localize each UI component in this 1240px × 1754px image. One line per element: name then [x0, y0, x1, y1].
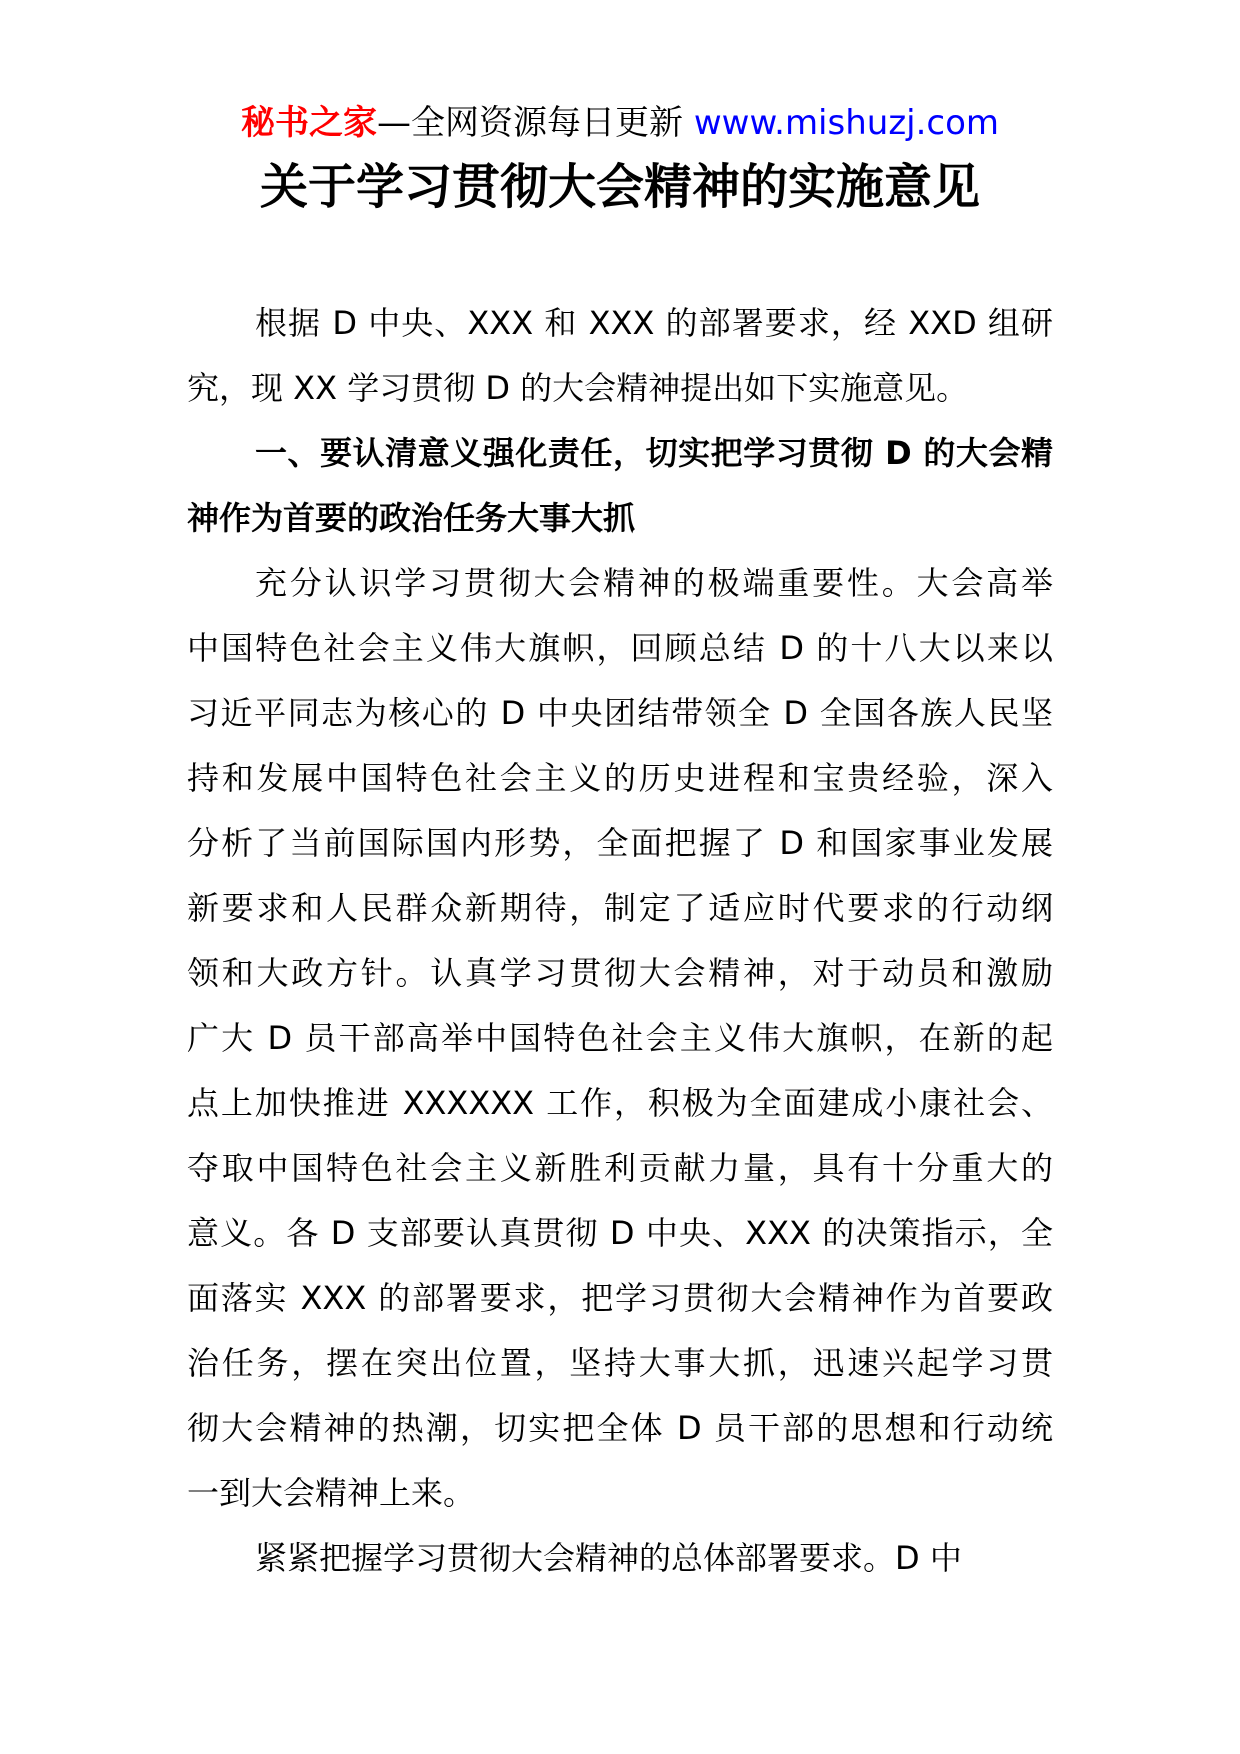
- body-line: 点上加快推进 XXXXXX 工作，积极为全面建成小康社会、: [187, 1084, 1053, 1122]
- body-line: 新要求和人民群众新期待，制定了适应时代要求的行动纲: [187, 889, 1053, 927]
- body-line: 彻大会精神的热潮，切实把全体 D 员干部的思想和行动统: [187, 1409, 1053, 1447]
- body-line: 领和大政方针。认真学习贯彻大会精神，对于动员和激励: [187, 954, 1053, 992]
- body-line: 根据 D 中央、XXX 和 XXX 的部署要求，经 XXD 组研: [255, 304, 1053, 342]
- body-line: 充分认识学习贯彻大会精神的极端重要性。大会高举: [255, 564, 1053, 602]
- site-tagline: —全网资源每日更新: [376, 103, 683, 143]
- body-line: 面落实 XXX 的部署要求，把学习贯彻大会精神作为首要政: [187, 1279, 1053, 1317]
- body-line: 究，现 XX 学习贯彻 D 的大会精神提出如下实施意见。: [187, 369, 969, 407]
- doc-header: [0, 102, 1240, 144]
- site-url-link[interactable]: www.mishuzj.com: [693, 103, 1000, 143]
- body-line: 广大 D 员干部高举中国特色社会主义伟大旗帜，在新的起: [187, 1019, 1053, 1057]
- site-brand: 秘书之家: [240, 103, 377, 143]
- body-line: 夺取中国特色社会主义新胜利贡献力量，具有十分重大的: [187, 1149, 1053, 1187]
- body-line: 一、要认清意义强化责任，切实把学习贯彻 D 的大会精: [255, 434, 1053, 472]
- body-line: 中国特色社会主义伟大旗帜，回顾总结 D 的十八大以来以: [187, 629, 1053, 667]
- body-line: 紧紧把握学习贯彻大会精神的总体部署要求。D 中: [255, 1539, 962, 1577]
- body-line: 意义。各 D 支部要认真贯彻 D 中央、XXX 的决策指示，全: [187, 1214, 1053, 1252]
- body-line: 治任务，摆在突出位置，坚持大事大抓，迅速兴起学习贯: [187, 1344, 1053, 1382]
- body-line: 习近平同志为核心的 D 中央团结带领全 D 全国各族人民坚: [187, 694, 1053, 732]
- body-line: 神作为首要的政治任务大事大抓: [187, 499, 636, 537]
- doc-title: 关于学习贯彻大会精神的实施意见: [259, 159, 980, 215]
- body-line: 一到大会精神上来。: [187, 1474, 476, 1512]
- doc-body: [187, 291, 1053, 1591]
- body-line: 持和发展中国特色社会主义的历史进程和宝贵经验，深入: [187, 759, 1053, 797]
- body-line: 分析了当前国际国内形势，全面把握了 D 和国家事业发展: [187, 824, 1053, 862]
